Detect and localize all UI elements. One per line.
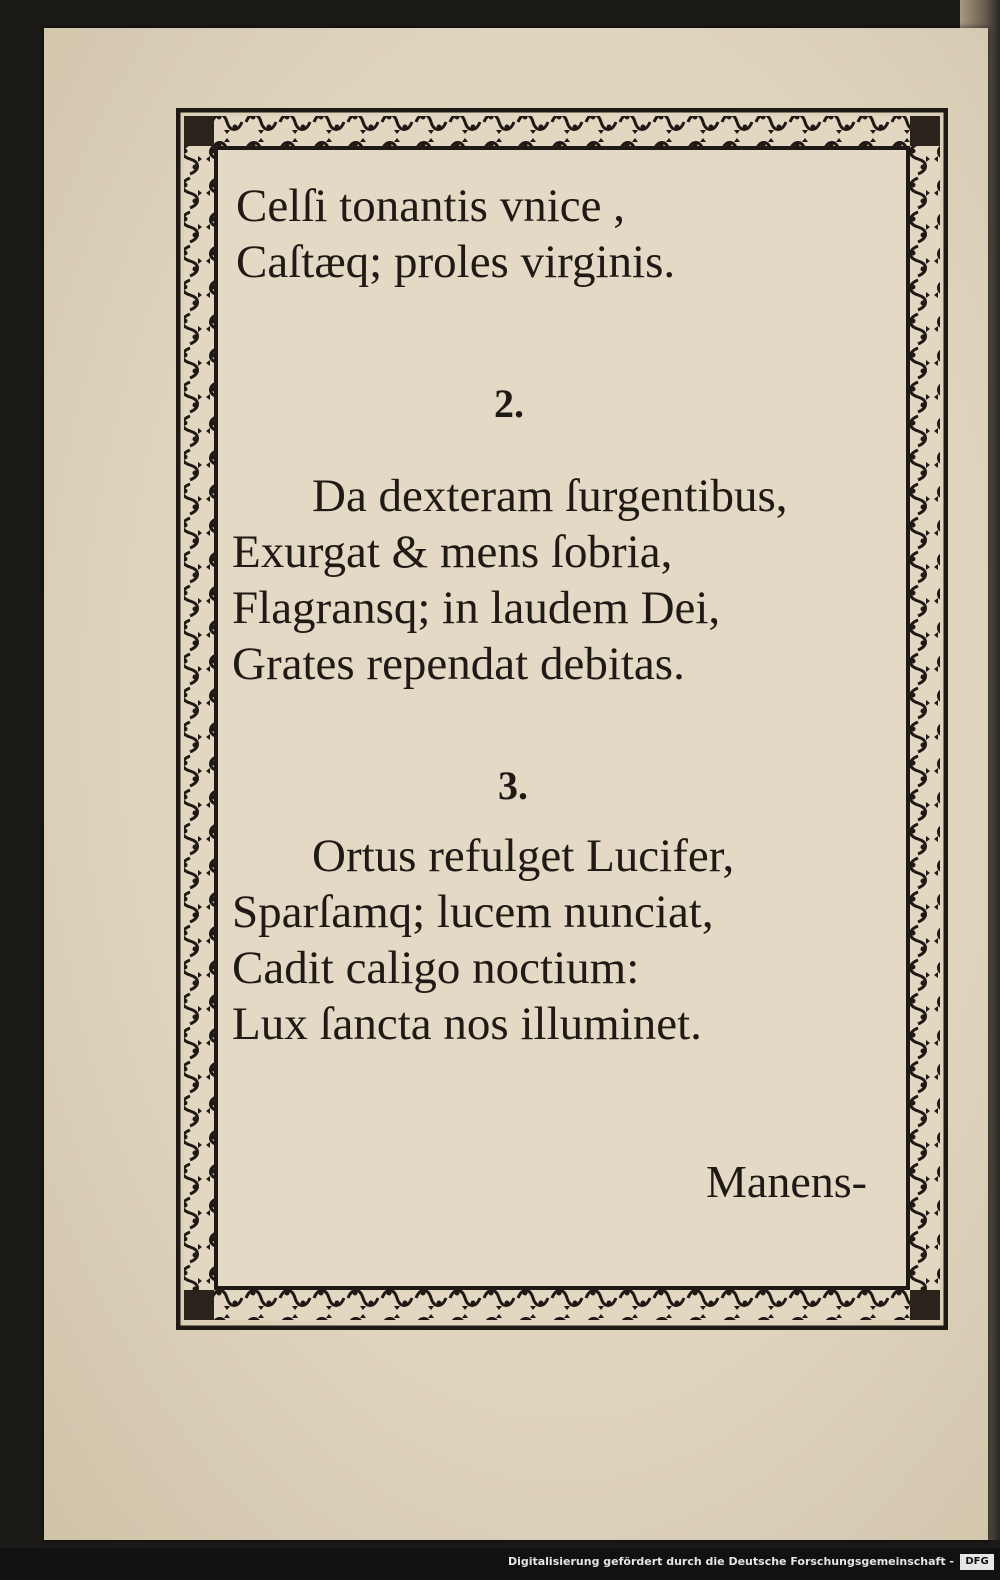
funding-credit: Digitalisierung gefördert durch die Deutsche Forschungsgemeinschaft - <box>507 1555 954 1568</box>
verse-line: Celſi tonantis vnice , <box>236 180 625 232</box>
verse-line: Ortus refulget Lucifer, <box>312 830 735 882</box>
verse-line: Lux ſancta nos illuminet. <box>232 998 702 1050</box>
verse-line: Sparſamq; lucem nunciat, <box>232 886 714 938</box>
verse-line: Grates rependat debitas. <box>232 638 685 690</box>
verse-line: Exurgat & mens ſobria, <box>232 526 673 578</box>
digitization-footer <box>0 1548 1000 1580</box>
ornamental-border <box>176 108 948 1330</box>
catchword: Manens- <box>706 1156 867 1207</box>
stanza-number: 2. <box>494 381 524 426</box>
verse-line: Flagransq; in laudem Dei, <box>232 582 721 634</box>
dfg-logo: DFG <box>960 1554 994 1570</box>
verse-line: Caſtæq; proles virginis. <box>236 236 676 288</box>
verse-line: Da dexteram ſurgentibus, <box>312 470 788 522</box>
ornamental-border-graphic <box>176 108 948 1330</box>
stanza-number: 3. <box>498 763 528 808</box>
verse-line: Cadit caligo noctium: <box>232 942 640 994</box>
